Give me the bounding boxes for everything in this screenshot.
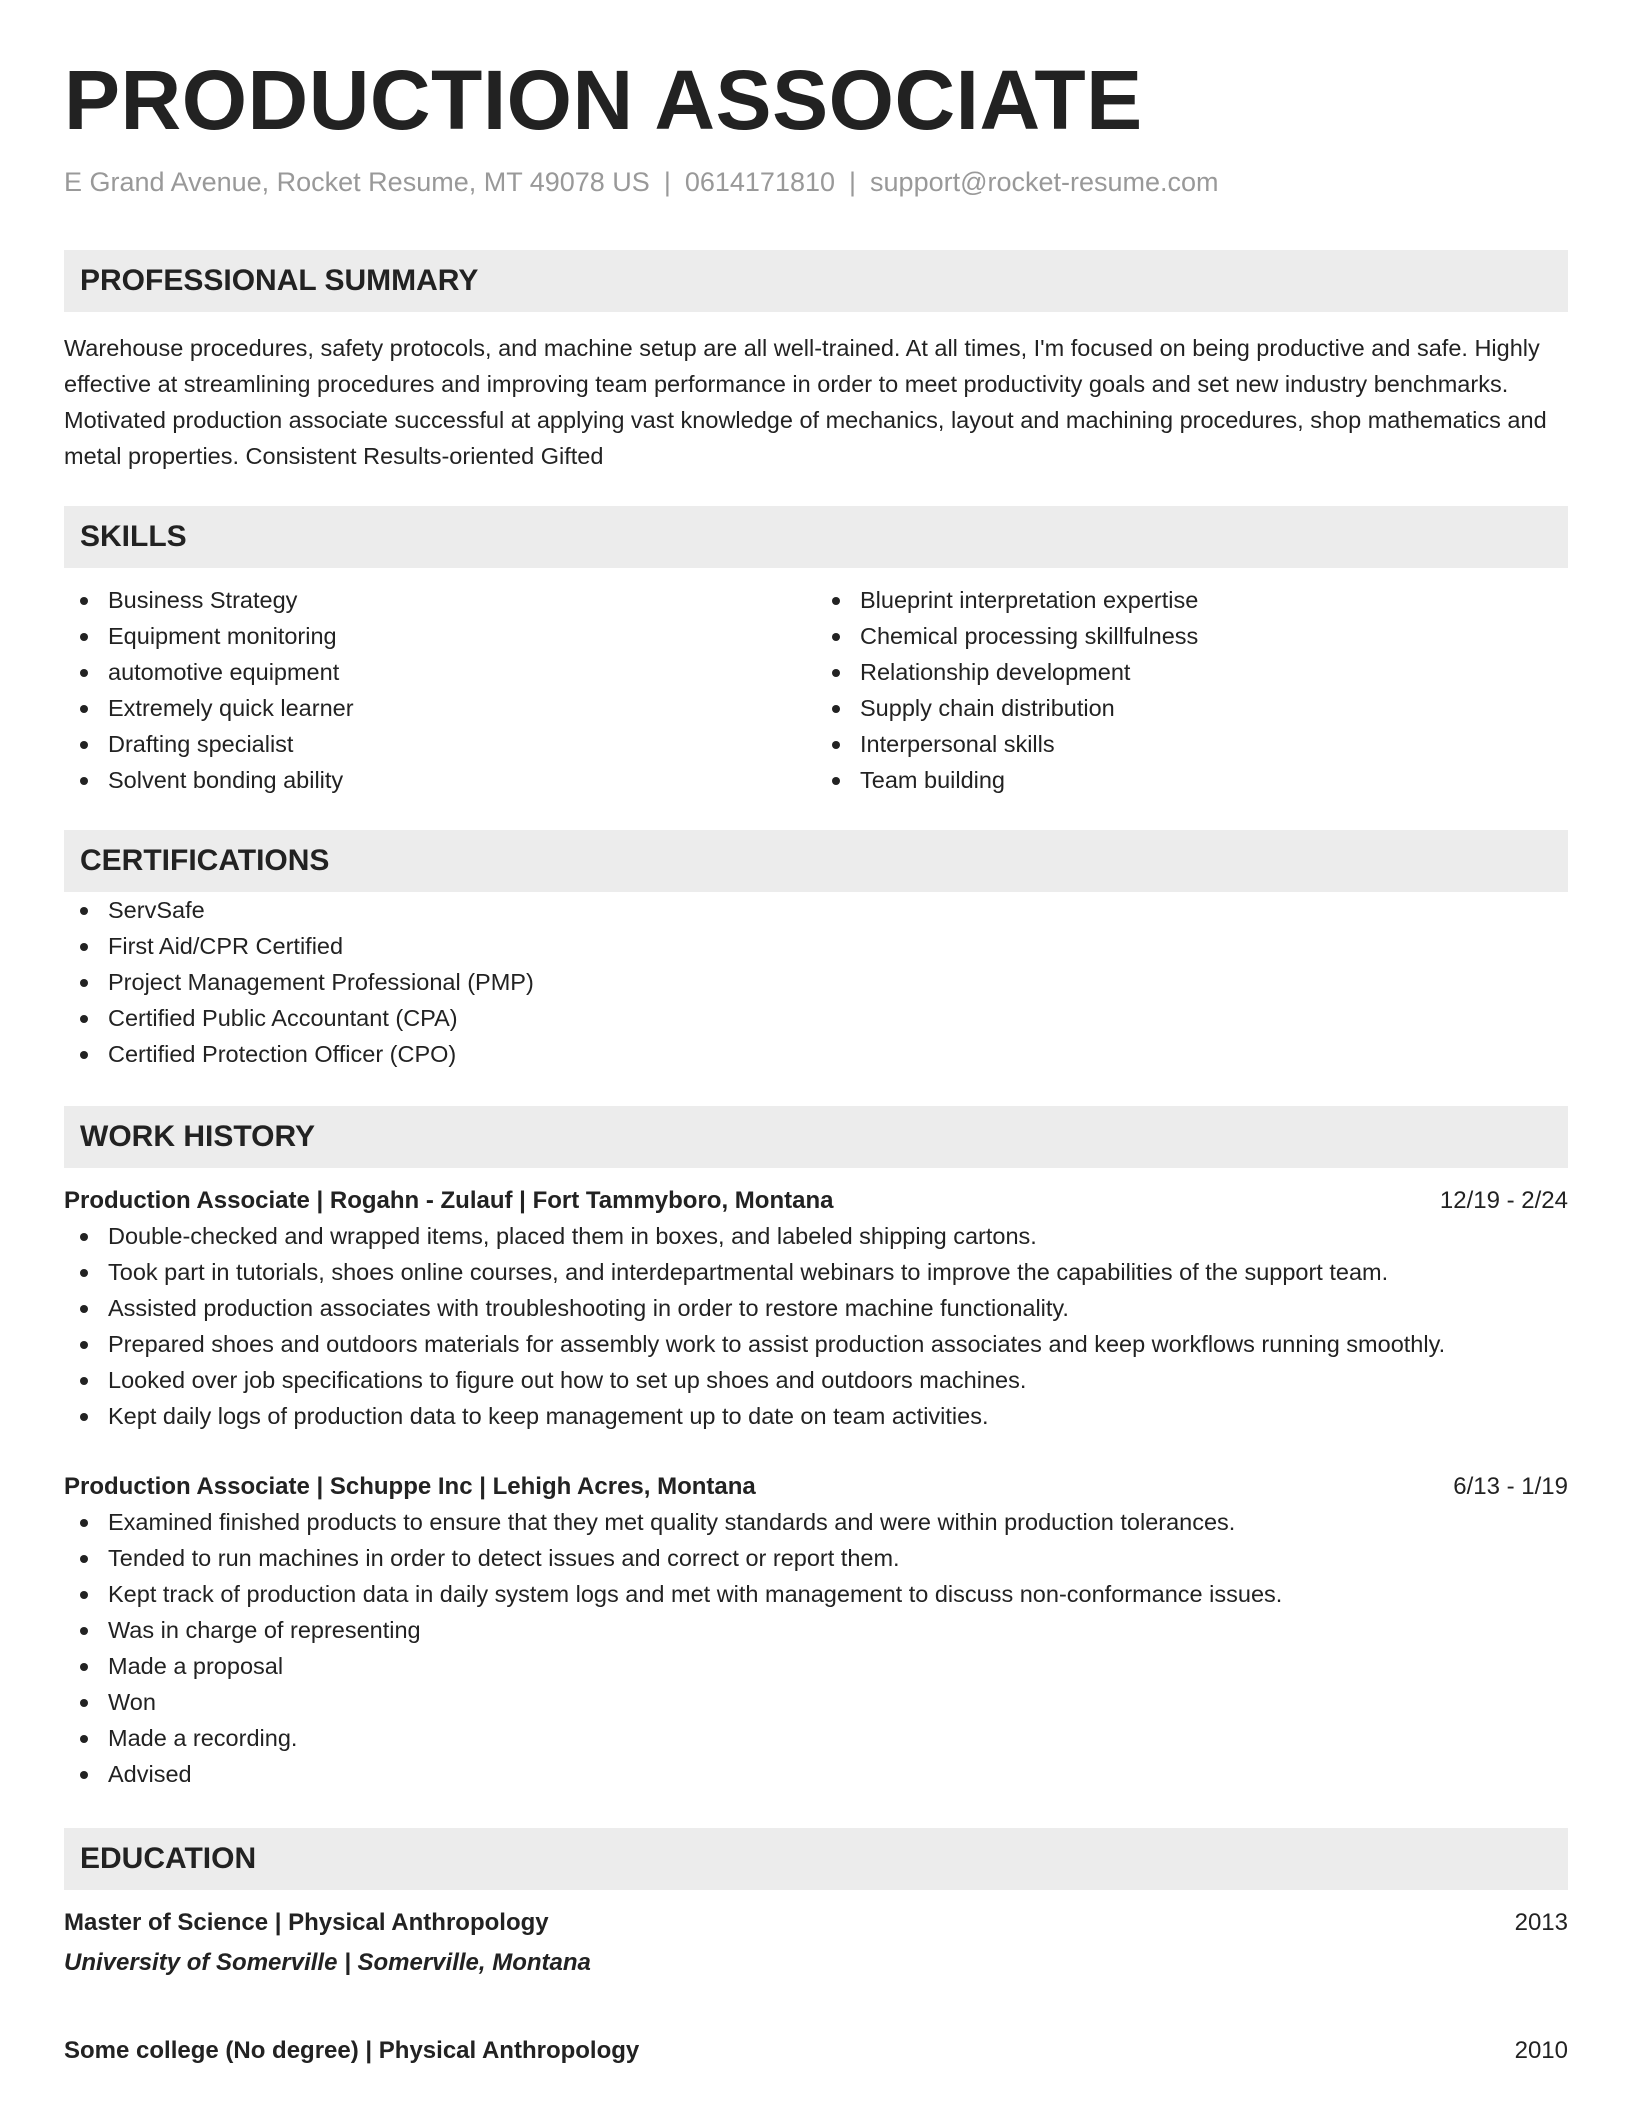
job-bullet: Made a recording. bbox=[64, 1720, 1568, 1756]
job-bullet: Took part in tutorials, shoes online courses, and interdepartmental webinars to improve the capabilities of the support team. bbox=[64, 1254, 1568, 1290]
job-bullets bbox=[64, 1504, 1568, 1792]
education-year: 2013 bbox=[1514, 1909, 1568, 1937]
job-bullet: Was in charge of representing bbox=[64, 1612, 1568, 1648]
certification-item: ServSafe bbox=[64, 892, 1568, 928]
job-bullet: Assisted production associates with troubleshooting in order to restore machine functionality. bbox=[64, 1290, 1568, 1326]
job-bullet: Prepared shoes and outdoors materials for assembly work to assist production associates and keep workflows running smoothly. bbox=[64, 1326, 1568, 1362]
summary-text: Warehouse procedures, safety protocols, and machine setup are all well-trained. At all times, I'm focused on being productive and safe. Highly effective at streamlining procedures and improving team performance in order to meet productivity goals and set new industry benchmarks. Motivated production associate successful at applying vast knowledge of mechanics, layout and machining procedures, shop mathematics and metal properties. Consistent Results-oriented Gifted bbox=[64, 335, 1547, 470]
job-bullets bbox=[64, 1218, 1568, 1434]
job-dates: 6/13 - 1/19 bbox=[1453, 1473, 1568, 1501]
skill-item: Relationship development bbox=[816, 654, 1568, 690]
certifications-list bbox=[64, 892, 1568, 1072]
job-bullet: Advised bbox=[64, 1756, 1568, 1792]
skill-item: Interpersonal skills bbox=[816, 726, 1568, 762]
job-bullet: Looked over job specifications to figure out how to set up shoes and outdoors machines. bbox=[64, 1362, 1568, 1398]
job-bullet: Made a proposal bbox=[64, 1648, 1568, 1684]
contact-line bbox=[64, 166, 1568, 198]
education-degree: Master of Science | Physical Anthropology bbox=[64, 1909, 549, 1937]
job-bullet: Tended to run machines in order to detect issues and correct or report them. bbox=[64, 1540, 1568, 1576]
skills-column-right bbox=[816, 582, 1568, 798]
work-history-heading: WORK HISTORY bbox=[64, 1106, 1568, 1168]
job-bullet: Kept track of production data in daily system logs and met with management to discuss non-conformance issues. bbox=[64, 1576, 1568, 1612]
skill-item: Drafting specialist bbox=[64, 726, 816, 762]
contact-phone: 0614171810 bbox=[684, 167, 836, 197]
job-entry-header bbox=[64, 1184, 1568, 1218]
contact-separator: | bbox=[663, 167, 671, 197]
contact-email: support@rocket-resume.com bbox=[870, 167, 1219, 197]
certification-item: Certified Public Accountant (CPA) bbox=[64, 1000, 1568, 1036]
job-dates: 12/19 - 2/24 bbox=[1439, 1187, 1568, 1215]
skill-item: Team building bbox=[816, 762, 1568, 798]
job-bullet: Kept daily logs of production data to keep management up to date on team activities. bbox=[64, 1398, 1568, 1434]
skill-item: Equipment monitoring bbox=[64, 618, 816, 654]
education-year: 2010 bbox=[1514, 2037, 1568, 2065]
skills-grid bbox=[64, 582, 1568, 798]
skill-item: Blueprint interpretation expertise bbox=[816, 582, 1568, 618]
skill-item: Business Strategy bbox=[64, 582, 816, 618]
job-bullet: Won bbox=[64, 1684, 1568, 1720]
job-bullet: Examined finished products to ensure that they met quality standards and were within production tolerances. bbox=[64, 1504, 1568, 1540]
skill-item: Chemical processing skillfulness bbox=[816, 618, 1568, 654]
education-heading: EDUCATION bbox=[64, 1828, 1568, 1890]
job-title: Production Associate | Schuppe Inc | Lehigh Acres, Montana bbox=[64, 1473, 756, 1501]
contact-separator: | bbox=[849, 167, 857, 197]
resume-name: PRODUCTION ASSOCIATE bbox=[64, 53, 1143, 147]
skill-item: automotive equipment bbox=[64, 654, 816, 690]
certification-item: Project Management Professional (PMP) bbox=[64, 964, 1568, 1000]
skill-item: Extremely quick learner bbox=[64, 690, 816, 726]
skill-item: Supply chain distribution bbox=[816, 690, 1568, 726]
job-entry-header bbox=[64, 1470, 1568, 1504]
skills-column-left bbox=[64, 582, 816, 798]
education-degree: Some college (No degree) | Physical Anthropology bbox=[64, 2037, 640, 2065]
education-school: University of Somerville | Somerville, Montana bbox=[64, 1949, 591, 1977]
skill-item: Solvent bonding ability bbox=[64, 762, 816, 798]
job-title: Production Associate | Rogahn - Zulauf | Fort Tammyboro, Montana bbox=[64, 1187, 834, 1215]
job-bullet: Double-checked and wrapped items, placed them in boxes, and labeled shipping cartons. bbox=[64, 1218, 1568, 1254]
certifications-heading: CERTIFICATIONS bbox=[64, 830, 1568, 892]
certification-item: First Aid/CPR Certified bbox=[64, 928, 1568, 964]
contact-address: E Grand Avenue, Rocket Resume, MT 49078 US bbox=[64, 167, 650, 197]
certification-item: Certified Protection Officer (CPO) bbox=[64, 1036, 1568, 1072]
summary-heading: PROFESSIONAL SUMMARY bbox=[64, 250, 1568, 312]
education-entry-header bbox=[64, 1906, 1568, 1940]
education-entry-header bbox=[64, 2034, 1568, 2068]
skills-heading: SKILLS bbox=[64, 506, 1568, 568]
